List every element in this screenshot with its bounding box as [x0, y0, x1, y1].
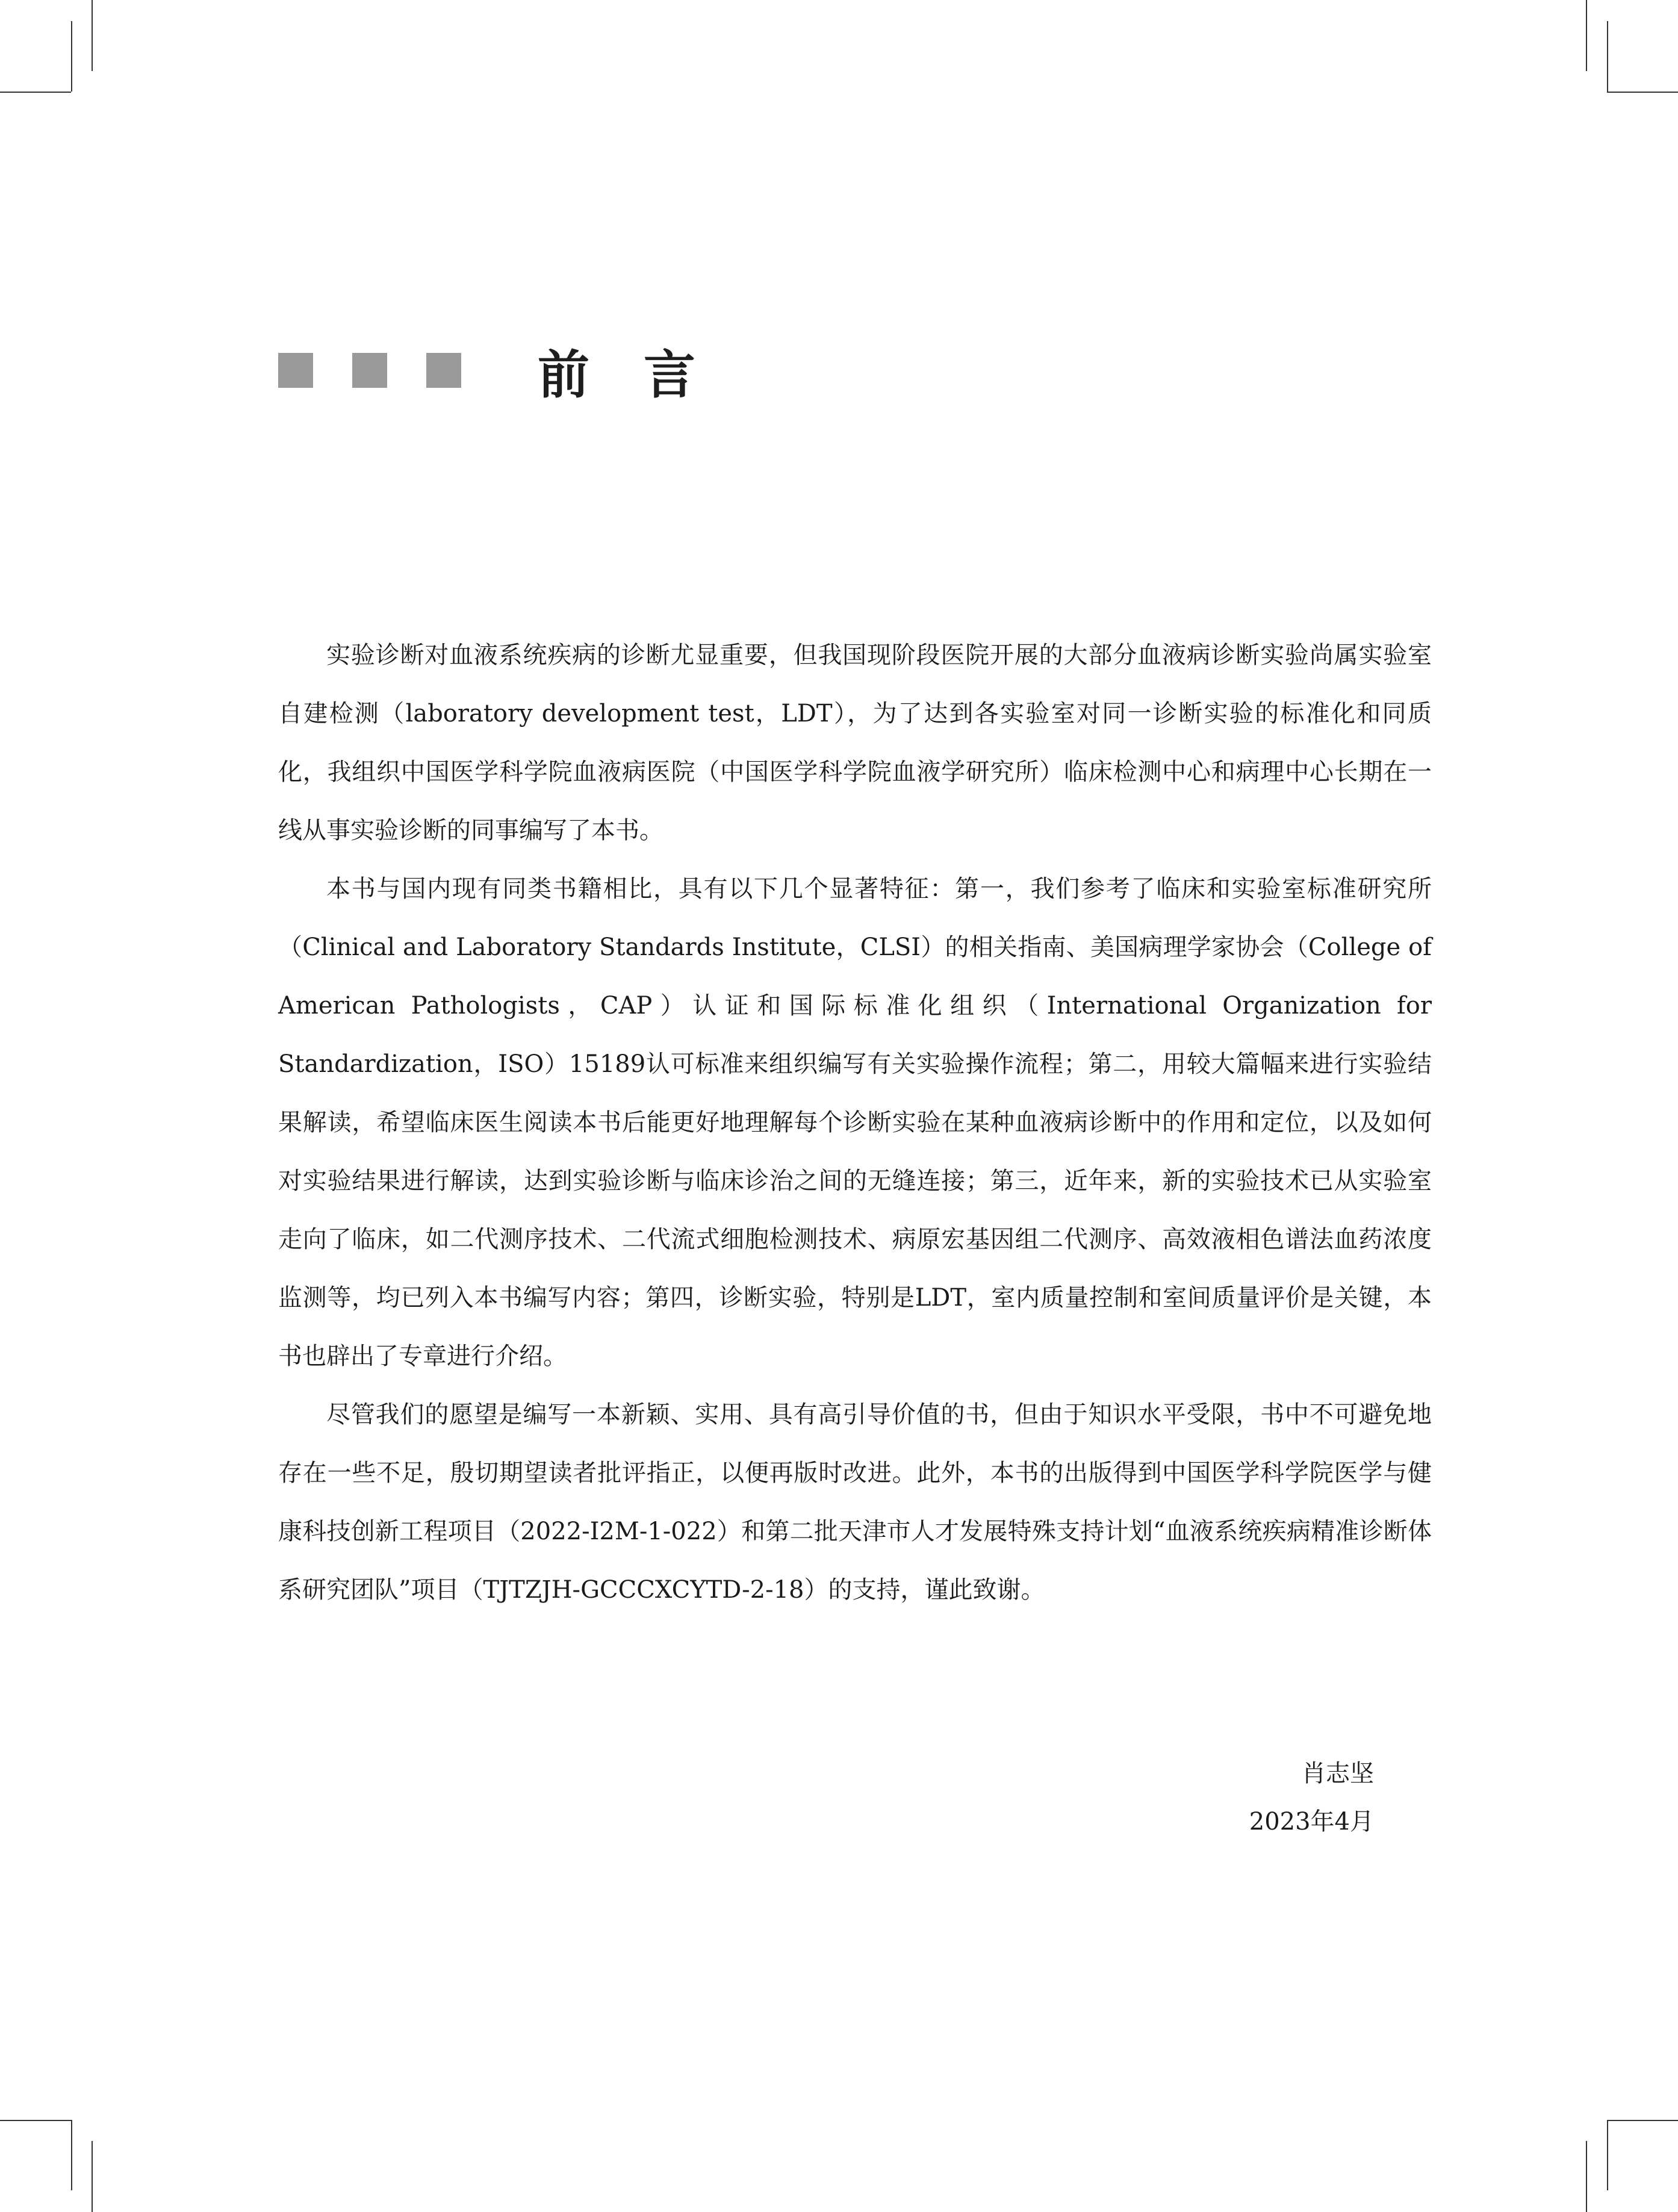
- date: 2023年4月: [1249, 1808, 1374, 1836]
- crop-mark: [71, 2120, 72, 2190]
- crop-mark: [1607, 21, 1608, 92]
- preface-body: [278, 626, 1432, 1619]
- crop-mark: [92, 0, 93, 71]
- signature-block: [1249, 1749, 1374, 1846]
- heading-square-ornament: [426, 353, 461, 388]
- paragraph: 实验诊断对血液系统疾病的诊断尤显重要，但我国现阶段医院开展的大部分血液病诊断实验尚属实验室自建检测（laboratory development test，LDT），为了达到各实验室对同一诊断实验的标准化和同质化，我组织中国医学科学院血液病医院（中国医学科学院血液学研究所）临床检测中心和病理中心长期在一线从事实验诊断的同事编写了本书。: [278, 641, 1432, 844]
- crop-mark: [1607, 92, 1678, 93]
- crop-mark: [92, 2141, 93, 2212]
- crop-mark: [0, 92, 71, 93]
- crop-mark: [71, 21, 72, 92]
- crop-mark: [1607, 2120, 1608, 2190]
- author-name: 肖志坚: [1302, 1760, 1374, 1787]
- crop-mark: [1586, 0, 1587, 71]
- section-heading: [278, 337, 750, 403]
- paragraph: 本书与国内现有同类书籍相比，具有以下几个显著特征：第一，我们参考了临床和实验室标准研究所（Clinical and Laboratory Standards Institute，CLSI）的相关指南、美国病理学家协会（College of American Pathologists，CAP）认证和国际标准化组织（International Organization for Standardization，ISO）15189认可标准来组织编写有关实验操作流程；第二，用较大篇幅来进行实验结果解读，希望临床医生阅读本书后能更好地理解每个诊断实验在某种血液病诊断中的作用和定位，以及如何对实验结果进行解读，达到实验诊断与临床诊治之间的无缝连接；第三，近年来，新的实验技术已从实验室走向了临床，如二代测序技术、二代流式细胞检测技术、病原宏基因组二代测序、高效液相色谱法血药浓度监测等，均已列入本书编写内容；第四，诊断实验，特别是LDT，室内质量控制和室间质量评价是关键，本书也辟出了专章进行介绍。: [278, 875, 1432, 1370]
- heading-square-ornament: [278, 353, 313, 388]
- crop-mark: [1586, 2141, 1587, 2212]
- page-title: 前言: [538, 344, 750, 405]
- heading-square-ornament: [352, 353, 387, 388]
- paragraph: 尽管我们的愿望是编写一本新颖、实用、具有高引导价值的书，但由于知识水平受限，书中不可避免地存在一些不足，殷切期望读者批评指正，以便再版时改进。此外，本书的出版得到中国医学科学院医学与健康科技创新工程项目（2022-I2M-1-022）和第二批天津市人才发展特殊支持计划“血液系统疾病精准诊断体系研究团队”项目（TJTZJH-GCCCXCYTD-2-18）的支持，谨此致谢。: [278, 1401, 1432, 1604]
- crop-mark: [1607, 2120, 1678, 2121]
- crop-mark: [0, 2120, 71, 2121]
